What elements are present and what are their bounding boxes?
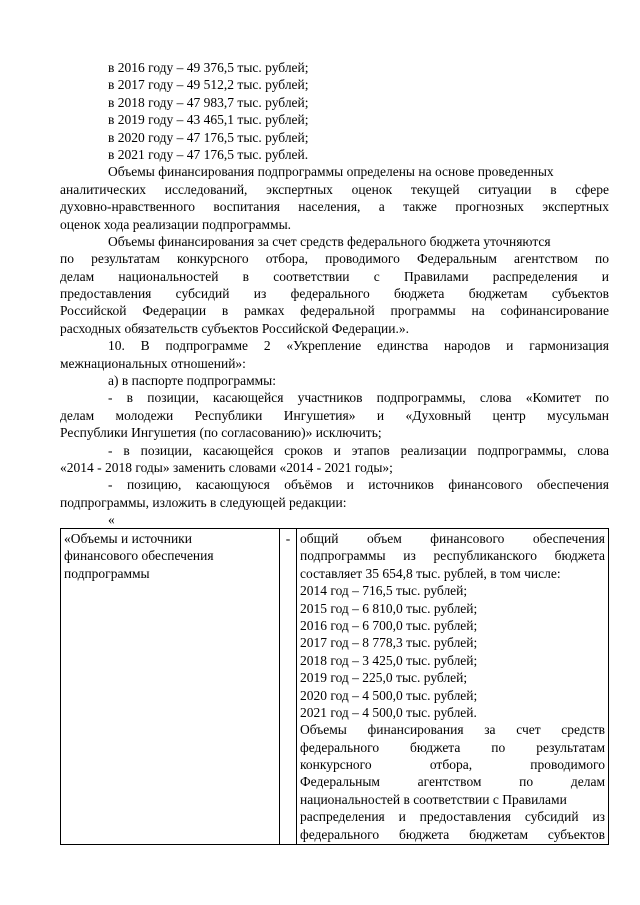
cell-line: конкурсного отбора, проводимого <box>300 757 605 773</box>
table-cell-dash: - <box>280 529 297 845</box>
cell-line: 2015 год – 6 810,0 тыс. рублей; <box>300 600 478 616</box>
cell-line: распределения и предоставления субсидий из <box>300 809 605 825</box>
year-line: в 2021 году – 47 176,5 тыс. рублей. <box>108 146 309 162</box>
paragraph-line: духовно-нравственного воспитания населения, а также прогнозных экспертных <box>60 199 609 215</box>
table-cell-value <box>297 529 609 845</box>
cell-line: 2014 год – 716,5 тыс. рублей; <box>300 583 468 599</box>
cell-line: федерального бюджета бюджетам субъектов <box>300 826 605 842</box>
bullet-line: «2014 - 2018 годы» заменить словами «2014 - 2021 годы»; <box>60 459 393 475</box>
table-row <box>61 529 609 845</box>
cell-line: 2020 год – 4 500,0 тыс. рублей; <box>300 687 478 703</box>
bullet-line: Республики Ингушетия (по согласованию)» исключить; <box>60 425 382 441</box>
paragraph-line: 10. В подпрограмме 2 «Укрепление единства народов и гармонизация <box>108 338 609 354</box>
bullet-line: делам молодежи Республики Ингушетия» и «Духовный центр мусульман <box>60 407 609 423</box>
cell-line: «Объемы и источники <box>64 531 192 546</box>
paragraph-line: предоставления субсидий из федерального бюджета бюджетам субъектов <box>60 286 609 302</box>
cell-line: 2019 год – 225,0 тыс. рублей; <box>300 670 468 686</box>
cell-line: 2018 год – 3 425,0 тыс. рублей; <box>300 652 478 668</box>
cell-line: 2017 год – 8 778,3 тыс. рублей; <box>300 635 478 651</box>
table-cell-label <box>61 529 280 845</box>
bullet-line: подпрограммы, изложить в следующей редакции: <box>60 494 347 510</box>
cell-line: 2021 год – 4 500,0 тыс. рублей. <box>300 704 477 720</box>
document-body <box>60 59 609 529</box>
paragraph-line: Объемы финансирования за счет средств федерального бюджета уточняются <box>108 233 551 249</box>
year-line: в 2020 году – 47 176,5 тыс. рублей; <box>108 129 309 145</box>
paragraph-line: делам национальностей в соответствии с Правилами распределения и <box>60 268 609 284</box>
year-line: в 2016 году – 49 376,5 тыс. рублей; <box>108 60 309 75</box>
cell-line: Объемы финансирования за счет средств <box>300 722 605 738</box>
year-line: в 2018 году – 47 983,7 тыс. рублей; <box>108 94 309 110</box>
paragraph-line: Объемы финансирования подпрограммы определены на основе проведенных <box>108 164 554 180</box>
cell-line: финансового обеспечения <box>64 548 214 564</box>
passport-table <box>60 528 609 845</box>
paragraph-line: оценок хода реализации подпрограммы. <box>60 216 292 232</box>
cell-line: подпрограммы из республиканского бюджета <box>300 548 605 564</box>
list-item-a: а) в паспорте подпрограммы: <box>108 373 276 389</box>
cell-line: общий объем финансового обеспечения <box>300 531 605 546</box>
cell-line: национальностей в соответствии с Правилами <box>300 791 567 807</box>
cell-line: федерального бюджета по результатам <box>300 739 605 755</box>
cell-line: подпрограммы <box>64 565 150 581</box>
year-line: в 2017 году – 49 512,2 тыс. рублей; <box>108 77 309 93</box>
cell-line: Федеральным агентством по делам <box>300 774 605 790</box>
cell-line: составляет 35 654,8 тыс. рублей, в том числе: <box>300 565 561 581</box>
cell-line: 2016 год – 6 700,0 тыс. рублей; <box>300 617 478 633</box>
paragraph-line: Российской Федерации в рамках федеральной программы на софинансирование <box>60 303 609 319</box>
bullet-line: - в позиции, касающейся участников подпрограммы, слова «Комитет по <box>108 390 609 406</box>
paragraph-line: расходных обязательств субъектов Российской Федерации.». <box>60 320 409 336</box>
bullet-line: - позицию, касающуюся объёмов и источников финансового обеспечения <box>108 477 609 493</box>
paragraph-line: межнациональных отношений»: <box>60 355 246 371</box>
year-line: в 2019 году – 43 465,1 тыс. рублей; <box>108 112 309 128</box>
bullet-line: - в позиции, касающейся сроков и этапов реализации подпрограммы, слова <box>108 442 609 458</box>
paragraph-line: по результатам конкурсного отбора, проводимого Федеральным агентством по <box>60 251 609 267</box>
quote-open: « <box>108 512 115 528</box>
paragraph-line: аналитических исследований, экспертных оценок текущей ситуации в сфере <box>60 181 609 197</box>
